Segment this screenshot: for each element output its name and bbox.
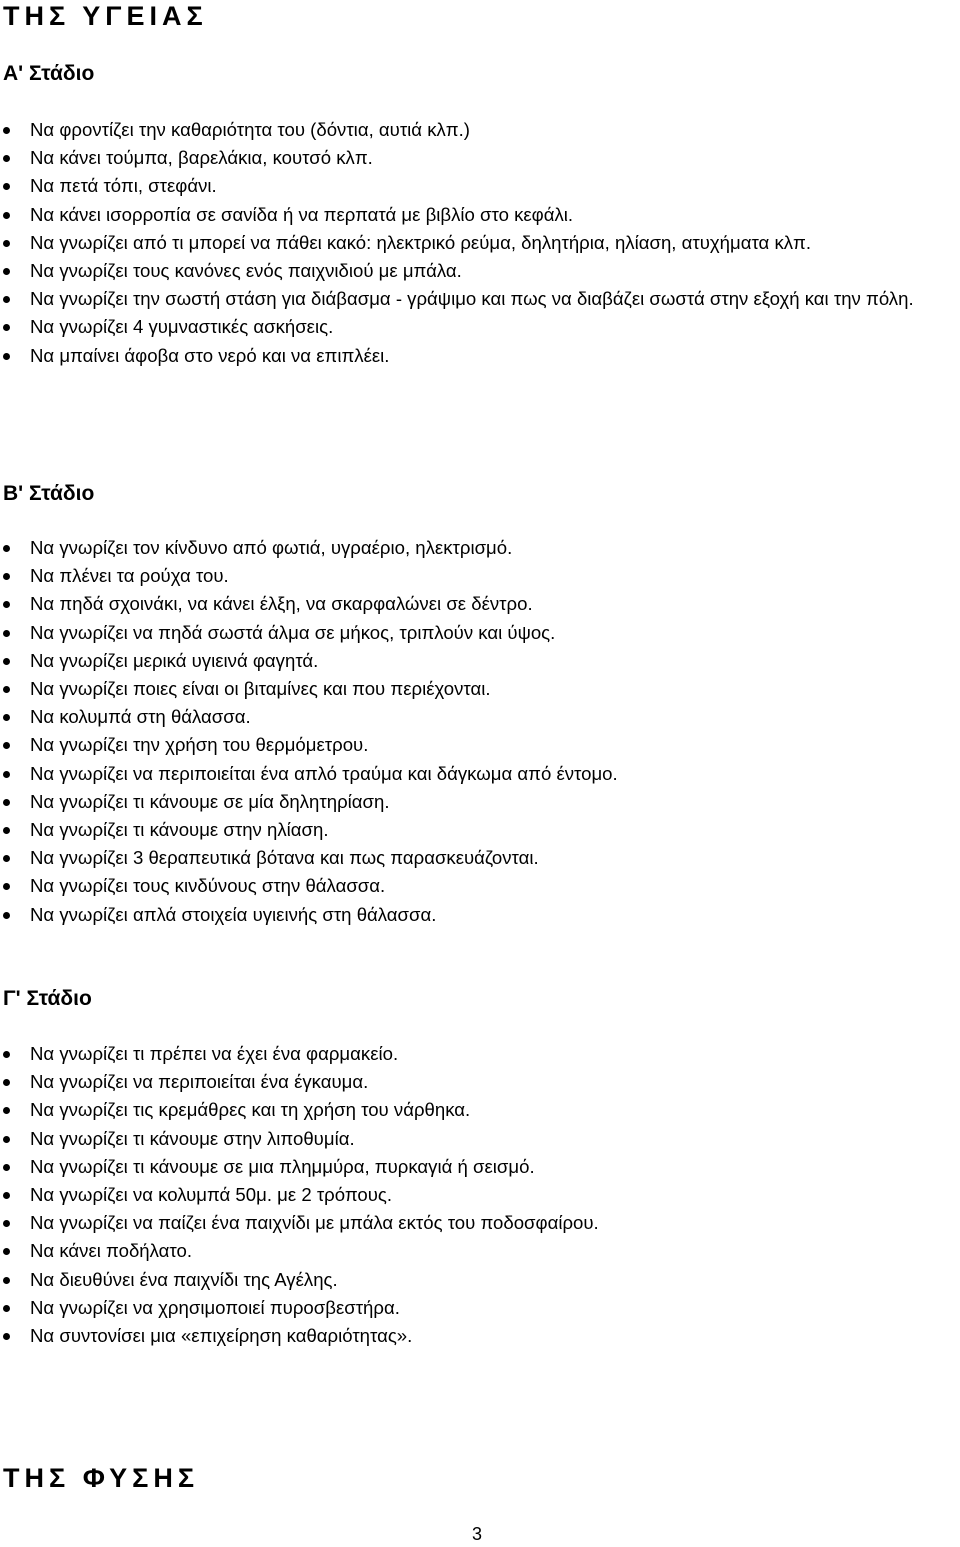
list-item [0,1209,960,1237]
list-item [0,816,960,844]
list-item [0,229,960,257]
bullet-icon [3,1107,10,1114]
bullet-icon [3,601,10,608]
list-item-text: Να γνωρίζει 4 γυμναστικές ασκήσεις. [30,316,334,338]
bullet-icon [3,771,10,778]
list-item-text: Να γνωρίζει τους κανόνες ενός παιχνιδιού με μπάλα. [30,260,462,282]
bullet-icon [3,545,10,552]
list-item-text: Να γνωρίζει την σωστή στάση για διάβασμα - γράψιμο και πως να διαβάζει σωστά στην εξοχή και την πόλη. [30,288,914,310]
stage-c-heading: Γ' Στάδιο [3,987,92,1010]
bullet-icon [3,183,10,190]
bullet-icon [3,1079,10,1086]
list-item-text: Να φροντίζει την καθαριότητα του (δόντια, αυτιά κλπ.) [30,119,470,140]
bullet-icon [3,883,10,890]
list-item [0,342,960,370]
list-item [0,675,960,703]
bullet-icon [3,686,10,693]
list-item [0,619,960,647]
list-item-text: Να γνωρίζει από τι μπορεί να πάθει κακό: ηλεκτρικό ρεύμα, δηλητήρια, ηλίαση, ατυχήματα κλπ. [30,231,812,253]
list-item-text: Να γνωρίζει ποιες είναι οι βιταμίνες και που περιέχονται. [30,678,491,700]
bullet-icon [3,296,10,303]
list-item-text: Να κάνει ποδήλατο. [30,1240,192,1262]
list-item [0,1181,960,1209]
list-item [0,703,960,731]
bullet-icon [3,1220,10,1227]
list-item [0,731,960,759]
stage-a-list [0,116,960,370]
list-item-text: Να γνωρίζει τι κάνουμε σε μια πλημμύρα, πυρκαγιά ή σεισμό. [30,1155,535,1177]
list-item [0,1294,960,1322]
bullet-icon [3,1277,10,1284]
list-item-text: Να γνωρίζει τους κινδύνους στην θάλασσα. [30,875,386,897]
list-item [0,760,960,788]
stage-b-heading: Β' Στάδιο [3,482,95,505]
bullet-icon [3,658,10,665]
list-item-text: Να πηδά σχοινάκι, να κάνει έλξη, να σκαρφαλώνει σε δέντρο. [30,593,533,615]
list-item [0,313,960,341]
list-item [0,1153,960,1181]
list-item-text: Να γνωρίζει τι κάνουμε στην λιποθυμία. [30,1127,355,1149]
list-item-text: Να γνωρίζει τι κάνουμε στην ηλίαση. [30,819,329,841]
list-item-text: Να κάνει ισορροπία σε σανίδα ή να περπατά με βιβλίο στο κεφάλι. [30,203,574,225]
bullet-icon [3,912,10,919]
list-item-text: Να γνωρίζει να πηδά σωστά άλμα σε μήκος, τριπλούν και ύψος. [30,621,556,643]
list-item [0,1096,960,1124]
bullet-icon [3,1333,10,1340]
list-item [0,1068,960,1096]
list-item [0,872,960,900]
list-item-text: Να κολυμπά στη θάλασσα. [30,706,251,728]
list-item-text: Να γνωρίζει τι κάνουμε σε μία δηλητηρίαση. [30,790,390,812]
list-item-text: Να γνωρίζει να περιποιείται ένα απλό τραύμα και δάγκωμα από έντομο. [30,762,618,784]
stage-b-list [0,534,960,929]
bullet-icon [3,714,10,721]
list-item [0,1266,960,1294]
list-item-text: Να γνωρίζει να κολυμπά 50μ. με 2 τρόπους. [30,1184,393,1206]
bullet-icon [3,1248,10,1255]
list-item [0,285,960,313]
list-item-text: Να γνωρίζει την χρήση του θερμόμετρου. [30,734,369,756]
list-item [0,590,960,618]
bullet-icon [3,127,10,134]
bullet-icon [3,1051,10,1058]
list-item-text: Να γνωρίζει απλά στοιχεία υγιεινής στη θάλασσα. [30,903,437,925]
bullet-icon [3,630,10,637]
list-item [0,116,960,144]
bullet-icon [3,573,10,580]
list-item-text: Να γνωρίζει μερικά υγιεινά φαγητά. [30,649,319,671]
bullet-icon [3,1136,10,1143]
list-item [0,901,960,929]
bullet-icon [3,827,10,834]
bullet-icon [3,799,10,806]
list-item [0,257,960,285]
bullet-icon [3,1192,10,1199]
bullet-icon [3,155,10,162]
list-item [0,201,960,229]
section-title-nature: ΤΗΣ ΦΥΣΗΣ [3,1463,200,1493]
list-item [0,788,960,816]
list-item-text: Να γνωρίζει τις κρεμάθρες και τη χρήση του νάρθηκα. [30,1099,471,1121]
list-item [0,1322,960,1350]
stage-c-list [0,1040,960,1350]
list-item-text: Να γνωρίζει τον κίνδυνο από φωτιά, υγραέριο, ηλεκτρισμό. [30,537,513,558]
bullet-icon [3,240,10,247]
list-item [0,1040,960,1068]
stage-a-heading: Α' Στάδιο [3,62,95,85]
bullet-icon [3,212,10,219]
list-item-text: Να διευθύνει ένα παιχνίδι της Αγέλης. [30,1268,338,1290]
list-item [0,844,960,872]
list-item-text: Να γνωρίζει να χρησιμοποιεί πυροσβεστήρα. [30,1296,400,1318]
list-item-text: Να μπαίνει άφοβα στο νερό και να επιπλέει. [30,344,390,366]
bullet-icon [3,353,10,360]
list-item [0,172,960,200]
bullet-icon [3,324,10,331]
list-item-text: Να συντονίσει μια «επιχείρηση καθαριότητας». [30,1325,413,1347]
page-number: 3 [472,1524,483,1544]
list-item [0,1125,960,1153]
section-title-health: ΤΗΣ ΥΓΕΙΑΣ [3,1,208,31]
bullet-icon [3,1164,10,1171]
list-item-text: Να κάνει τούμπα, βαρελάκια, κουτσό κλπ. [30,147,373,169]
list-item-text: Να γνωρίζει να περιποιείται ένα έγκαυμα. [30,1071,369,1093]
list-item [0,1237,960,1265]
bullet-icon [3,742,10,749]
list-item-text: Να γνωρίζει 3 θεραπευτικά βότανα και πως παρασκευάζονται. [30,847,539,869]
bullet-icon [3,268,10,275]
list-item-text: Να γνωρίζει να παίζει ένα παιχνίδι με μπάλα εκτός του ποδοσφαίρου. [30,1212,599,1234]
list-item [0,562,960,590]
list-item-text: Να πλένει τα ρούχα του. [30,565,229,587]
list-item-text: Να πετά τόπι, στεφάνι. [30,175,217,197]
list-item [0,647,960,675]
bullet-icon [3,855,10,862]
bullet-icon [3,1305,10,1312]
list-item-text: Να γνωρίζει τι πρέπει να έχει ένα φαρμακείο. [30,1043,399,1064]
list-item [0,534,960,562]
list-item [0,144,960,172]
